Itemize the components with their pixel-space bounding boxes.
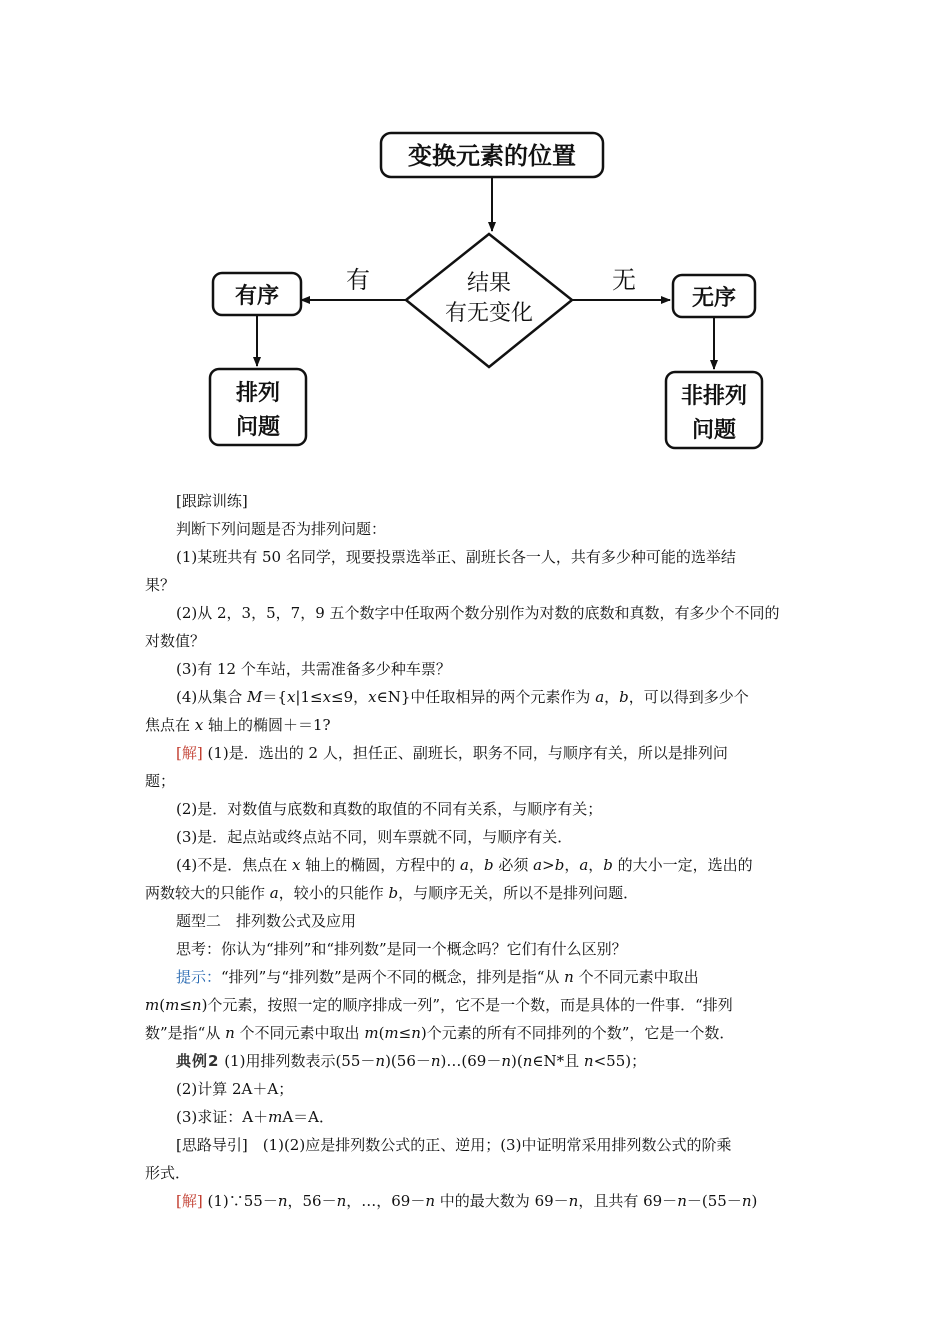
example-2-solution: [解] (1)∵55－n，56－n，…，69－n 中的最大数为 69－n，且共有 69－n－(55－n) [176,1192,758,1210]
solution-1-line2: 题； [145,772,176,790]
solution-tag: [解] [176,744,203,762]
example-2-part2: (2)计算 2A＋A； [176,1080,294,1098]
thinking-question: 思考：你认为“排列”和“排列数”是同一个概念吗？它们有什么区别？ [176,940,627,958]
top-box-label: 变换元素的位置 [408,142,576,170]
left-box [213,273,301,315]
solution-1-line1: [解] (1)是．选出的 2 人，担任正、副班长，职务不同，与顺序有关，所以是排列问 [176,744,728,762]
right-arrow-label: 无 [612,266,636,294]
right-box-label: 无序 [691,286,737,311]
decision-label-line2: 有无变化 [444,301,534,326]
approach-guide-line2: 形式． [145,1164,191,1182]
section-heading-tracking: [跟踪训练] [176,492,248,510]
solution-tag-2: [解] [176,1192,203,1210]
flowchart-diagram [0,0,950,470]
left-result-box [210,369,306,445]
decision-label-line1: 结果 [466,271,512,296]
question-2-line2: 对数值？ [145,632,206,650]
left-result-line2: 问题 [235,415,281,440]
solution-4-line1: (4)不是．焦点在 x 轴上的椭圆，方程中的 a，b 必须 a>b，a，b 的大小一定，选出的 [176,856,753,874]
right-result-line2: 问题 [691,418,737,443]
solution-2: (2)是．对数值与底数和真数的取值的不同有关系，与顺序有关； [176,800,603,818]
question-1-line1: (1)某班共有 50 名同学，现要投票选举正、副班长各一人，共有多少种可能的选举结 [176,548,736,566]
right-result-line1: 非排列 [680,384,748,409]
right-box [673,275,755,317]
top-box [381,133,603,177]
left-arrow-label: 有 [346,266,370,294]
solution-3: (3)是．起点站或终点站不同，则车票就不同，与顺序有关． [176,828,573,846]
question-intro: 判断下列问题是否为排列问题： [176,520,387,538]
approach-guide-line1: [思路导引] (1)(2)应是排列数公式的正、逆用；(3)中证明常采用排列数公式的阶乘 [176,1136,732,1154]
left-result-line1: 排列 [235,381,281,406]
example-2-part1: 典例2 (1)用排列数表示(55－n)(56－n)…(69－n)(n∈N*且 n<55)； [176,1052,647,1070]
question-4-line2: 焦点在 x 轴上的椭圆＋＝1? [145,716,331,734]
question-1-line2: 果？ [145,576,176,594]
left-box-label: 有序 [234,284,280,309]
solution-4-line2: 两数较大的只能作 a，较小的只能作 b，与顺序无关，所以不是排列问题． [145,884,639,902]
question-2-line1: (2)从 2，3，5，7，9 五个数字中任取两个数分别作为对数的底数和真数，有多少个不同的 [176,604,780,622]
question-3: (3)有 12 个车站，共需准备多少种车票？ [176,660,451,678]
right-result-box [666,372,762,448]
topic-heading-2: 题型二 排列数公式及应用 [176,912,357,930]
hint-tag: 提示： [176,968,222,986]
hint-line2: m(m≤n)个元素，按照一定的顺序排成一列”，它不是一个数，而是具体的一件事．“排列 [145,996,733,1014]
decision-diamond [406,234,572,367]
hint-line1: 提示：“排列”与“排列数”是两个不同的概念，排列是指“从 n 个不同元素中取出 [176,968,699,986]
question-4-line1: (4)从集合 M＝{x|1≤x≤9，x∈N}中任取相异的两个元素作为 a，b，可以得到多少个 [176,688,749,706]
hint-line3: 数”是指“从 n 个不同元素中取出 m(m≤n)个元素的所有不同排列的个数”，它是一个数． [145,1024,735,1042]
example-badge: 典例2 [176,1052,220,1070]
example-2-part3: (3)求证：A＋mA＝A． [176,1108,334,1126]
